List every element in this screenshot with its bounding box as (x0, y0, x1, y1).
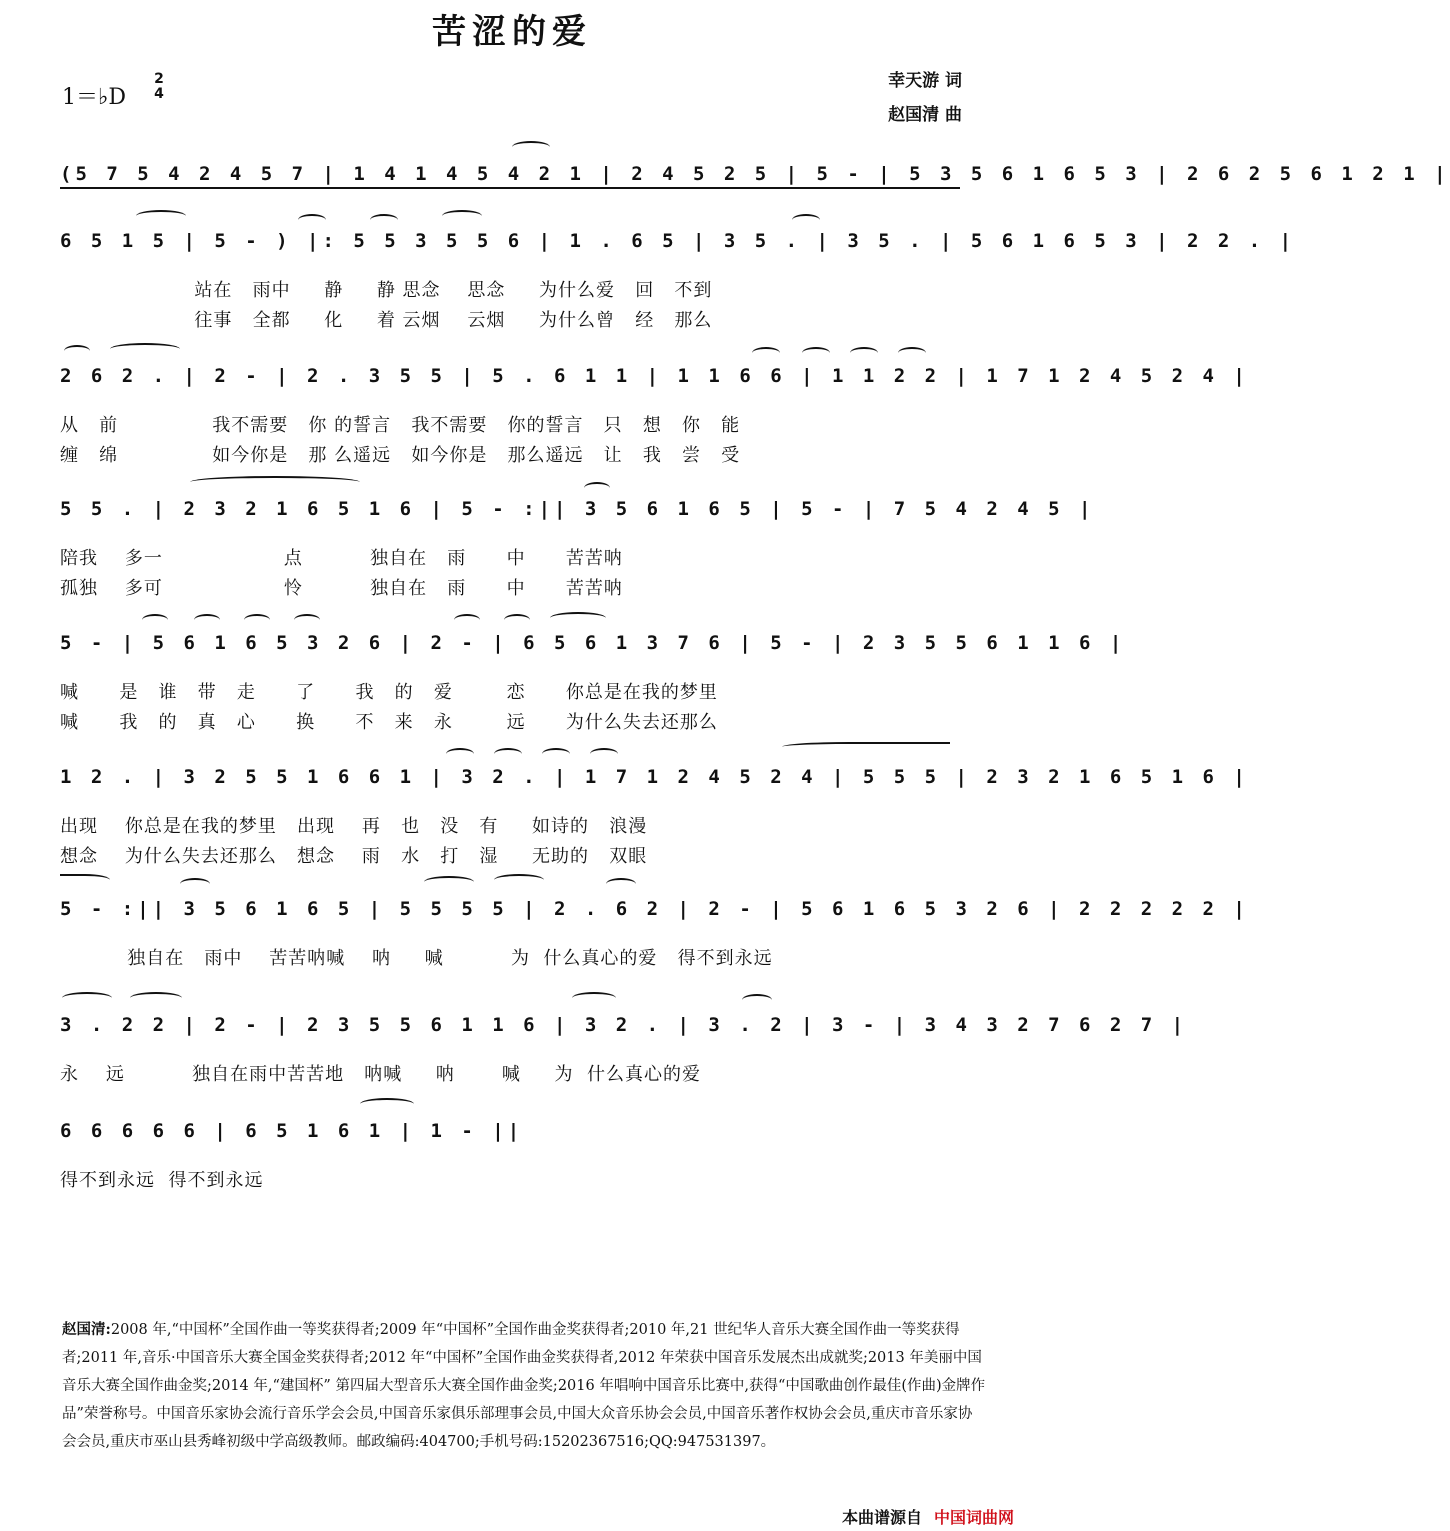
slur-mark (298, 214, 326, 226)
notation-line: 6 5 1 5 | 5 - ) |: 5 5 3 5 5 6 | 1 . 6 5 | 3 5 . | 3 5 . | 5 6 1 6 5 3 | 2 2 . | (60, 230, 1296, 252)
score-system-6 (60, 766, 1249, 867)
slur-mark (130, 992, 182, 1004)
notation-line: 2 6 2 . | 2 - | 2 . 3 5 5 | 5 . 6 1 1 | 1 1 6 6 | 1 1 2 2 | 1 7 1 2 4 5 2 4 | (60, 365, 1249, 387)
slur-mark (494, 874, 544, 886)
notation-line: (5 7 5 4 2 4 5 7 | 1 4 1 4 5 4 2 1 | 2 4 5 2 5 | 5 - | 5 3 5 6 1 6 5 3 | 2 6 2 5 6 1 2 1 | (60, 163, 1450, 185)
bio-text: 2008 年,“中国杯”全国作曲一等奖获得者;2009 年“中国杯”全国作曲金奖获得者;2010 年,21 世纪华人音乐大赛全国作曲一等奖获得者;2011 年,音乐·中国音乐大赛全国金奖获得者;2012 年“中国杯”全国作曲金奖获得者,2012 年荣获中国音乐发展杰出成就奖;2013 年美丽中国音乐大赛全国作曲金奖;2014 年,“建国杯” 第四届大型音乐大赛全国作曲金奖;2016 年唱响中国音乐比赛中,获得“中国歌曲创作最佳(作曲)金牌作品”荣誉称号。中国音乐家协会流行音乐学会会员,中国音乐家俱乐部理事会员,中国大众音乐协会会员,中国音乐著作权协会会员,重庆市音乐家协会会员,重庆市巫山县秀峰初级中学高级教师。邮政编码:404700;手机号码:15202367516;QQ:947531397。 (62, 1322, 986, 1450)
time-signature (150, 72, 168, 102)
lyric-verse-1: 得不到永远 得不到永远 (60, 1170, 264, 1191)
bio-name: 赵国清: (62, 1321, 111, 1338)
lyric-verse-2: 往事 全都 化 着 云烟 云烟 为什么曾 经 那么 (60, 310, 713, 331)
slur-mark (504, 614, 530, 626)
source-label: 本曲谱源自 (841, 1508, 922, 1527)
score-system-5 (60, 632, 1126, 733)
slur-mark (62, 992, 112, 1004)
slur-mark (782, 742, 950, 754)
slur-mark (494, 748, 522, 760)
lyric-verse-1: 站在 雨中 静 静 思念 思念 为什么爱 回 不到 (60, 280, 713, 301)
lyric-verse-1: 永 远 独自在雨中苦苦地 呐喊 呐 喊 为 什么真心的爱 (60, 1064, 701, 1085)
slur-mark (294, 614, 320, 626)
slur-mark (792, 214, 820, 226)
notation-line: 5 - :|| 3 5 6 1 6 5 | 5 5 5 5 | 2 . 6 2 | 2 - | 5 6 1 6 5 3 2 6 | 2 2 2 2 2 | (60, 898, 1249, 920)
slur-mark (370, 214, 398, 226)
slur-mark (64, 345, 90, 357)
lyric-verse-1: 独自在 雨中 苦苦呐喊 呐 喊 为 什么真心的爱 得不到永远 (60, 948, 773, 969)
slur-mark (542, 748, 570, 760)
score-system-9 (60, 1120, 960, 1191)
lyric-verse-2: 想念 为什么失去还那么 想念 雨 水 打 湿 无助的 双眼 (60, 846, 648, 867)
slur-mark (60, 874, 110, 886)
slur-mark (180, 878, 210, 890)
slur-mark (194, 614, 220, 626)
composer-bio (62, 1316, 986, 1456)
slur-mark (142, 614, 168, 626)
slur-mark (512, 141, 550, 153)
lyric-verse-2: 缠 绵 如今你是 那 么遥远 如今你是 那么遥远 让 我 尝 受 (60, 445, 741, 466)
notation-line: 5 5 . | 2 3 2 1 6 5 1 6 | 5 - :|| 3 5 6 1 6 5 | 5 - | 7 5 4 2 4 5 | (60, 498, 1095, 520)
notation-line: 3 . 2 2 | 2 - | 2 3 5 5 6 1 1 6 | 3 2 . | 3 . 2 | 3 - | 3 4 3 2 7 6 2 7 | (60, 1014, 1188, 1036)
score-system-4 (60, 498, 1095, 599)
slur-mark (606, 878, 636, 890)
slur-mark (190, 476, 360, 488)
slur-mark (360, 1098, 414, 1110)
song-title: 苦涩的爱 (432, 12, 592, 52)
lyric-verse-2: 喊 我 的 真 心 换 不 来 永 远 为什么失去还那么 (60, 712, 718, 733)
slur-mark (584, 482, 610, 494)
slur-mark (742, 994, 772, 1006)
score-system-3 (60, 365, 1249, 466)
notation-line: 5 - | 5 6 1 6 5 3 2 6 | 2 - | 6 5 6 1 3 7 6 | 5 - | 2 3 5 5 6 1 1 6 | (60, 632, 1126, 654)
slur-mark (446, 748, 474, 760)
lyricist-credit: 幸天游 词 (888, 71, 962, 91)
slur-mark (442, 210, 482, 222)
notation-line: 6 6 6 6 6 | 6 5 1 6 1 | 1 - || (60, 1120, 524, 1142)
score-system-7 (60, 898, 1249, 969)
slur-mark (424, 876, 474, 888)
meter-numerator: 2 (154, 71, 164, 87)
source-credit (842, 1505, 1014, 1528)
slur-mark (110, 343, 180, 355)
slur-mark (898, 347, 926, 359)
lyric-verse-2: 孤独 多可 怜 独自在 雨 中 苦苦呐 (60, 578, 623, 599)
lyric-verse-1: 喊 是 谁 带 走 了 我 的 爱 恋 你总是在我的梦里 (60, 682, 718, 703)
meter-denominator: 4 (154, 86, 164, 102)
slur-mark (850, 347, 878, 359)
score-system-1 (60, 163, 1450, 223)
key-signature: 1＝♭D (62, 85, 127, 110)
slur-mark (802, 347, 830, 359)
composer-credit: 赵国清 曲 (888, 105, 962, 125)
lyric-verse-1: 从 前 我不需要 你 的誓言 我不需要 你的誓言 只 想 你 能 (60, 415, 741, 436)
slur-mark (590, 748, 618, 760)
score-system-2 (60, 230, 1296, 331)
lyric-verse-1: 出现 你总是在我的梦里 出现 再 也 没 有 如诗的 浪漫 (60, 816, 648, 837)
slur-mark (572, 992, 616, 1004)
slur-mark (454, 614, 480, 626)
score-system-8 (60, 1014, 1188, 1085)
slur-mark (136, 210, 186, 222)
slur-mark (752, 347, 780, 359)
lyric-verse-1: 陪我 多一 点 独自在 雨 中 苦苦呐 (60, 548, 623, 569)
notation-line: 1 2 . | 3 2 5 5 1 6 6 1 | 3 2 . | 1 7 1 2 4 5 2 4 | 5 5 5 | 2 3 2 1 6 5 1 6 | (60, 766, 1249, 788)
slur-mark (550, 612, 606, 624)
source-brand-link[interactable]: 中国词曲网 (933, 1508, 1014, 1527)
beam-line (60, 187, 960, 191)
slur-mark (244, 614, 270, 626)
